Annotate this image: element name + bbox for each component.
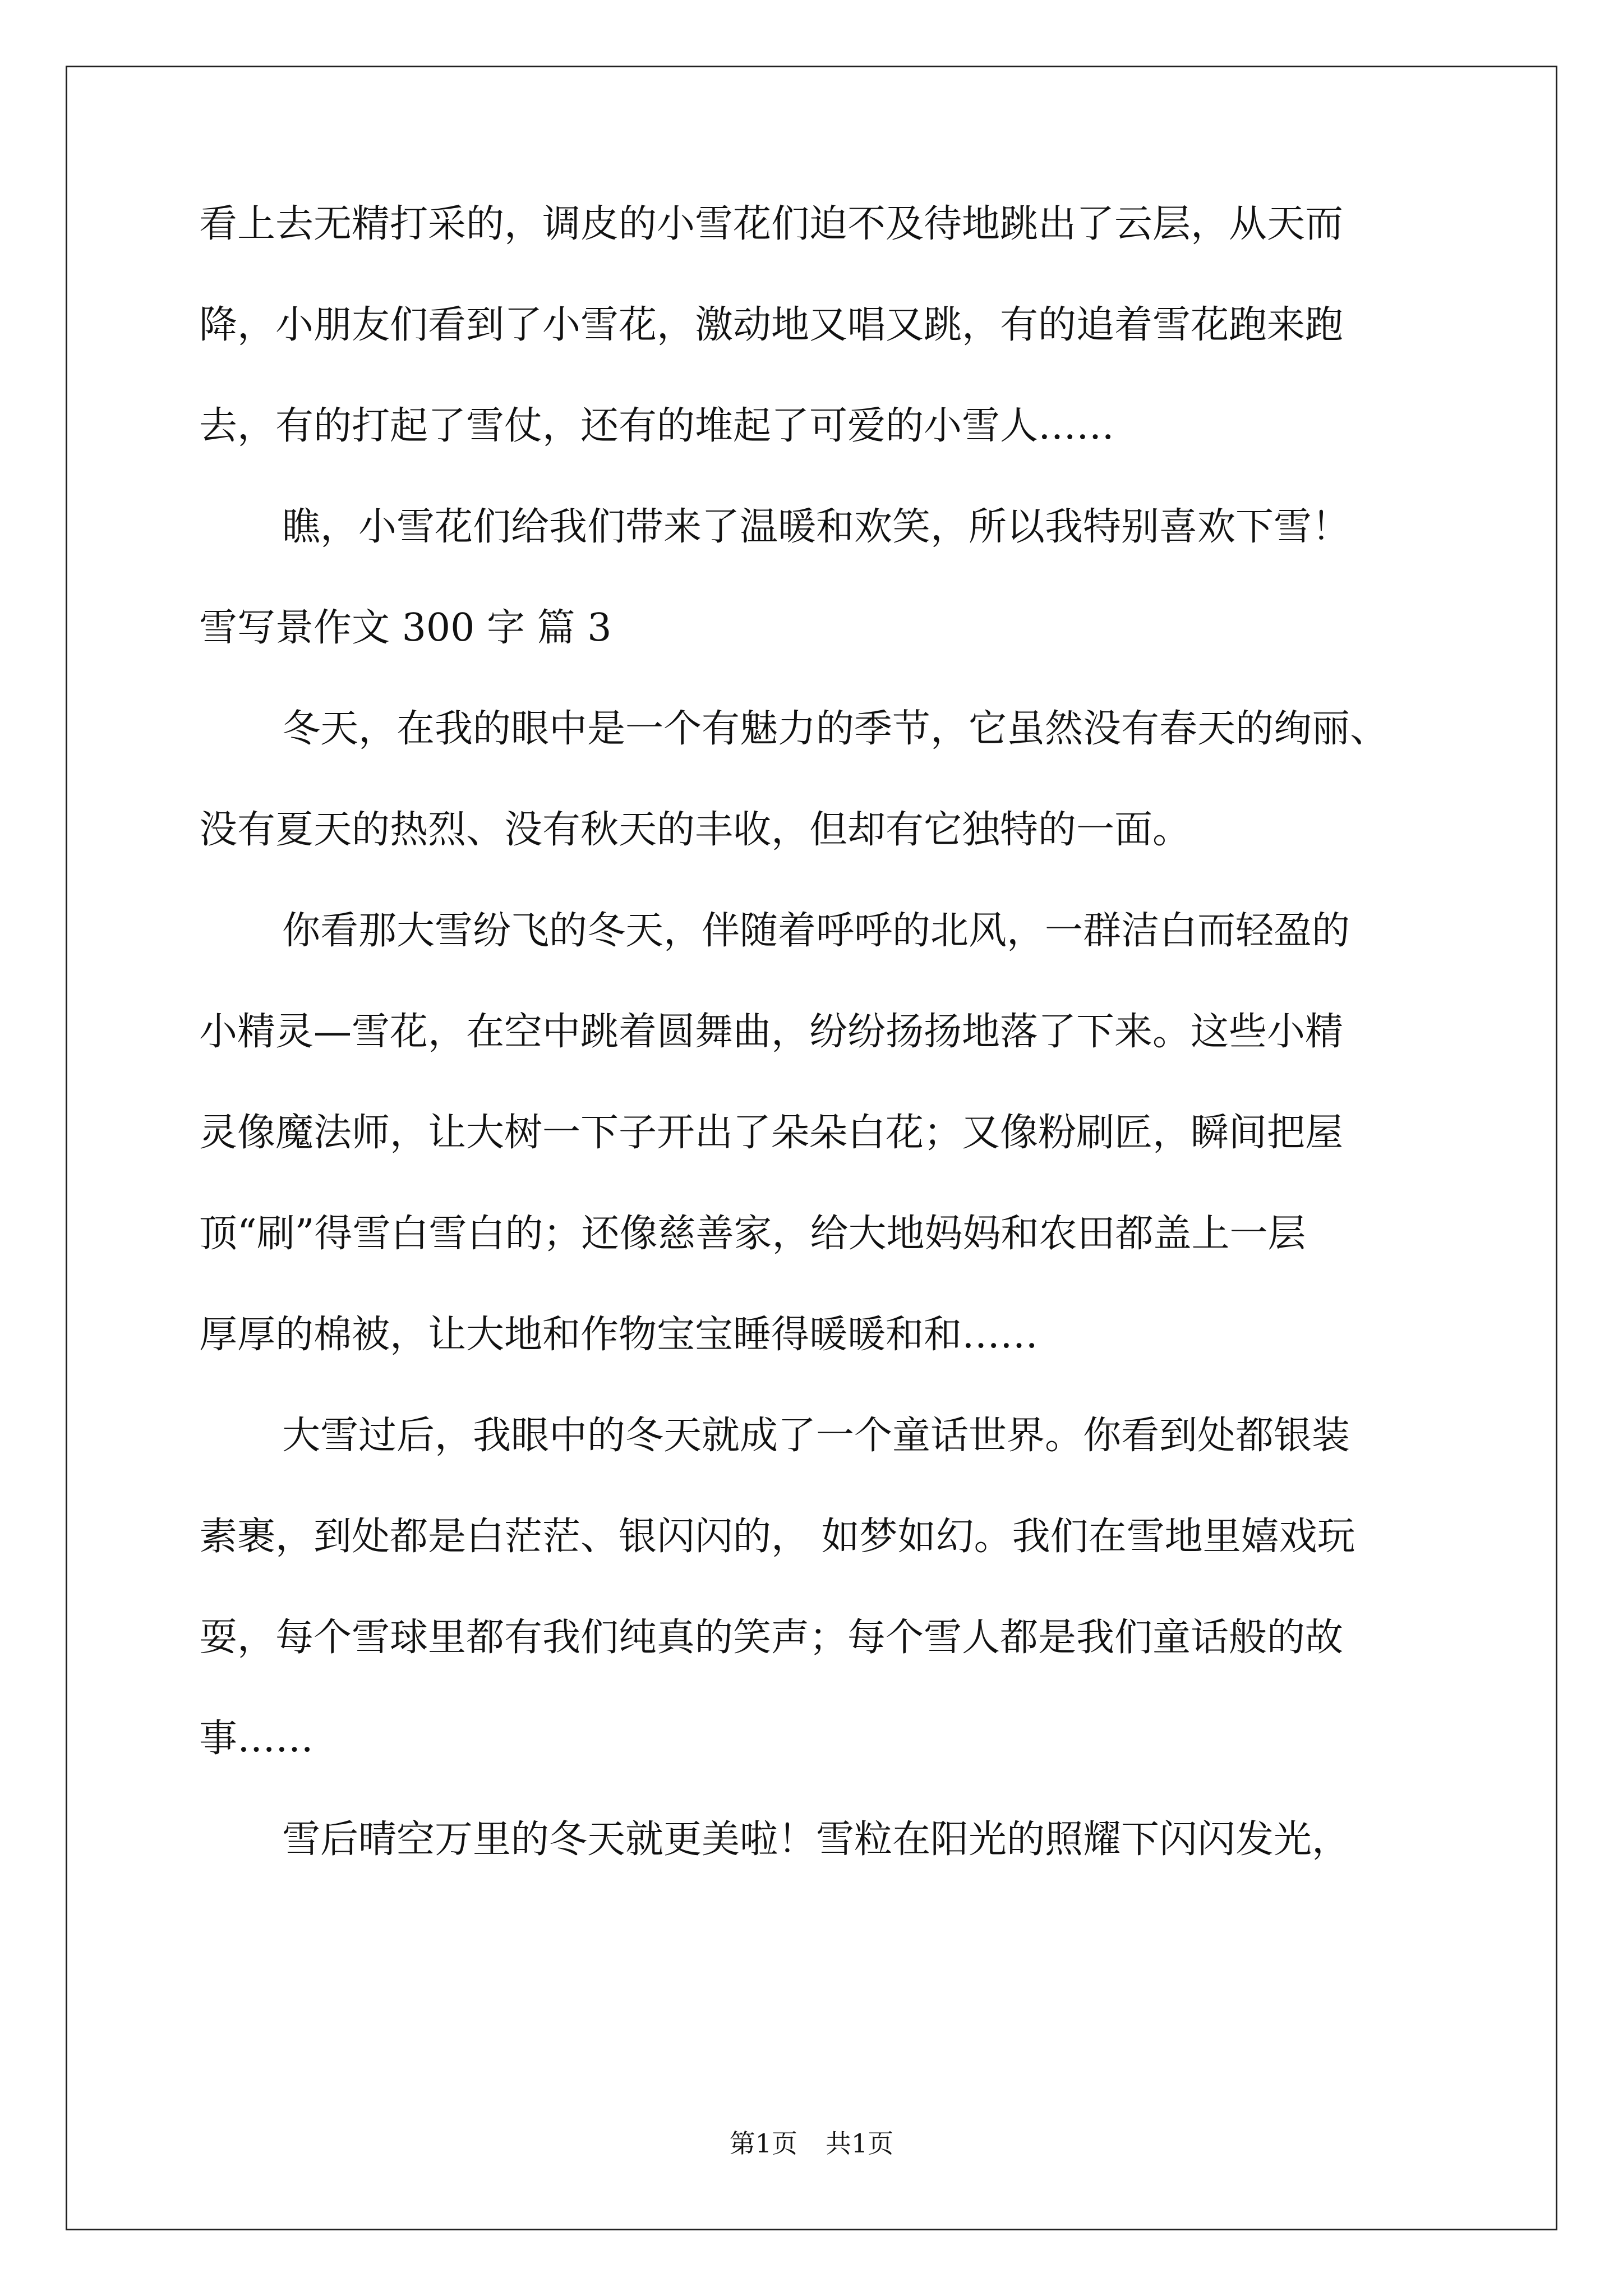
text-line: 灵像魔法师，让大树一下子开出了朵朵白花；又像粉刷匠，瞬间把屋 bbox=[199, 1111, 1344, 1155]
page-footer bbox=[0, 2127, 1623, 2160]
text-line: 去，有的打起了雪仗，还有的堆起了可爱的小雪人…… bbox=[199, 404, 1115, 448]
text-line: 事…… bbox=[199, 1717, 314, 1761]
page-total: 共1页 bbox=[826, 2128, 894, 2159]
paragraph-first-line: 大雪过后，我眼中的冬天就成了一个童话世界。你看到处都银装 bbox=[282, 1414, 1350, 1458]
paragraph-first-line: 雪后晴空万里的冬天就更美啦！雪粒在阳光的照耀下闪闪发光， bbox=[282, 1818, 1350, 1862]
section-heading: 雪写景作文 300 字 篇 3 bbox=[199, 606, 612, 650]
paragraph-first-line: 你看那大雪纷飞的冬天，伴随着呼呼的北风，一群洁白而轻盈的 bbox=[282, 909, 1350, 953]
text-line: 厚厚的棉被，让大地和作物宝宝睡得暖暖和和…… bbox=[199, 1313, 1039, 1357]
text-line: 没有夏天的热烈、没有秋天的丰收，但却有它独特的一面。 bbox=[199, 808, 1191, 852]
text-line: 降，小朋友们看到了小雪花，激动地又唱又跳，有的追着雪花跑来跑 bbox=[199, 303, 1344, 347]
paragraph-first-line: 瞧，小雪花们给我们带来了温暖和欢笑，所以我特别喜欢下雪！ bbox=[282, 505, 1350, 549]
text-line: 耍，每个雪球里都有我们纯真的笑声；每个雪人都是我们童话般的故 bbox=[199, 1616, 1344, 1660]
text-line: 看上去无精打采的，调皮的小雪花们迫不及待地跳出了云层，从天而 bbox=[199, 202, 1344, 246]
text-line: 素裹，到处都是白茫茫、银闪闪的， 如梦如幻。我们在雪地里嬉戏玩 bbox=[199, 1515, 1355, 1559]
text-line: 顶“刷”得雪白雪白的；还像慈善家，给大地妈妈和农田都盖上一层 bbox=[199, 1212, 1306, 1256]
page-number: 第1页 bbox=[729, 2128, 797, 2159]
text-line: 小精灵—雪花，在空中跳着圆舞曲，纷纷扬扬地落了下来。这些小精 bbox=[199, 1010, 1344, 1054]
paragraph-first-line: 冬天，在我的眼中是一个有魅力的季节，它虽然没有春天的绚丽、 bbox=[282, 707, 1389, 751]
